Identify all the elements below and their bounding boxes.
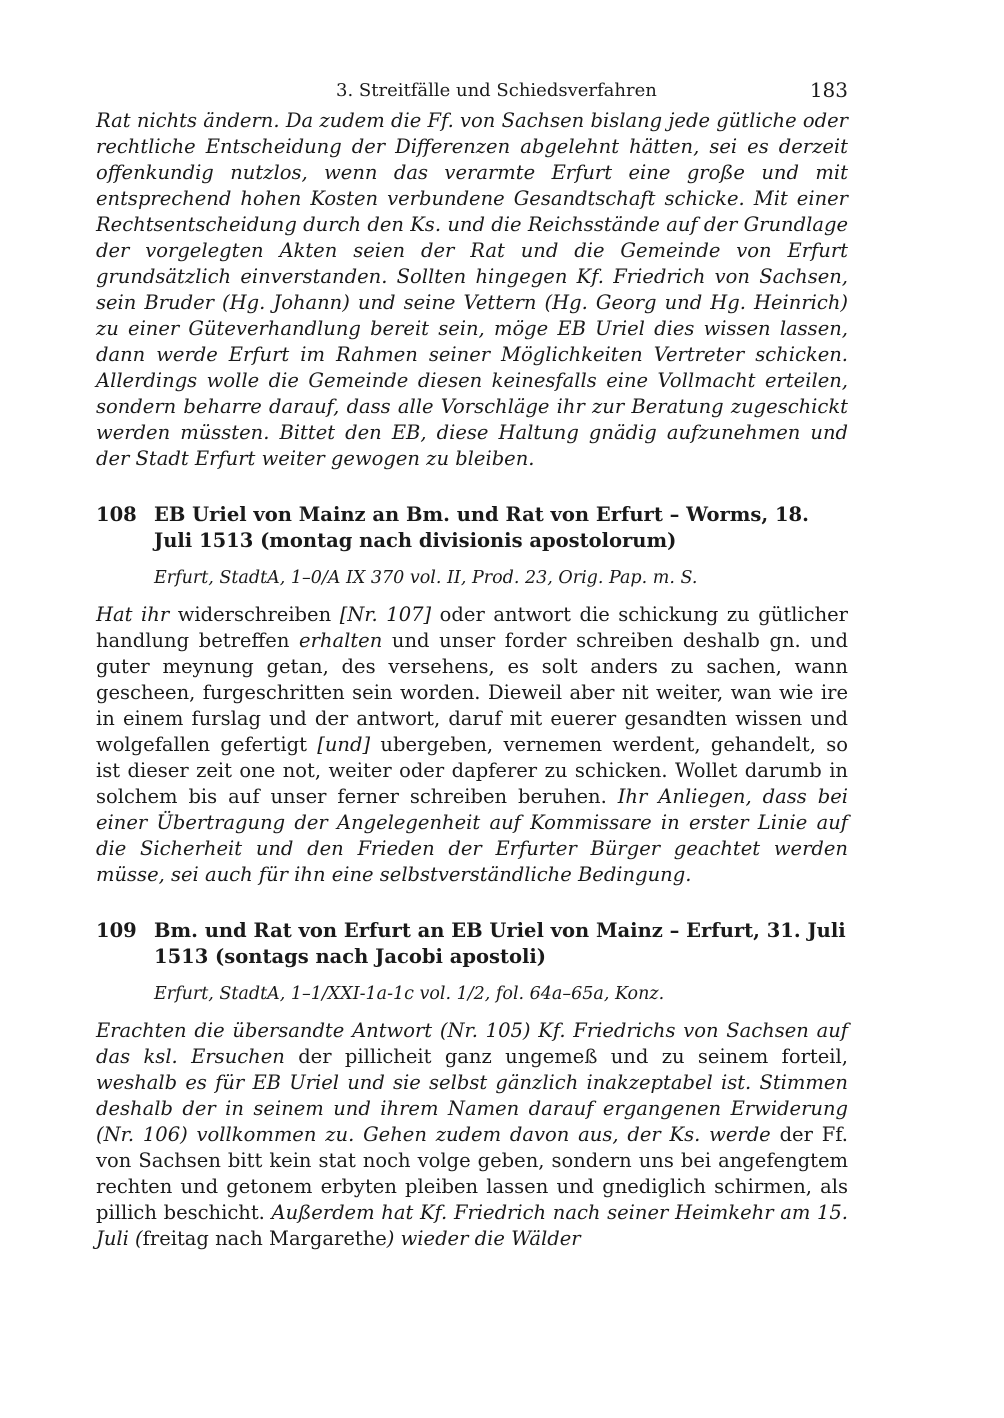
text-run: Rat nichts ändern. Da zudem die Ff. von Sachsen bislang jede gütliche oder rechtliche Entscheidung der Differenzen abgelehnt hätten, sei es derzeit offenkundig nutzlos, wenn das verarmte Erfurt eine große und mit entsprechend hohen Kosten verbundene Gesandtschaft schicke. Mit einer Rechtsentscheidung durch den Ks. und die Reichsstände auf der Grundlage der vorgelegten Akten seien der Rat und die Gemeinde von Erfurt grundsätzlich einverstanden. Sollten hingegen Kf. Friedrich von Sachsen, sein Bruder (Hg. Johann) und seine Vettern (Hg. Georg und Hg. Heinrich) zu einer Güteverhandlung bereit sein, möge EB Uriel dies wissen lassen, dann werde Erfurt im Rahmen seiner Möglichkeiten Vertreter schicken. Allerdings wolle die Gemeinde diesen keinesfalls eine Vollmacht erteilen, sondern beharre darauf, dass alle Vorschläge ihr zur Beratung zugeschickt werden müssten. Bittet den EB, diese Haltung gnädig aufzunehmen und der Stadt Erfurt weiter gewogen zu bleiben. [96,109,848,470]
text-run: [und] [317,733,371,756]
document-108 [96,502,848,888]
running-head [96,72,848,108]
text-run: Hat ihr [96,603,170,626]
document-title: Bm. und Rat von Erfurt an EB Uriel von Mainz – Erfurt, 31. Juli 1513 (sontags nach Jacobi apostoli) [154,919,846,968]
text-run: Ihr Anliegen, dass bei einer Übertragung der Angelegenheit auf Kommissare in erster Linie auf die Sicherheit und den Frieden der Erfurter Bürger geachtet werden müsse, sei auch für ihn eine selbstverständliche Bedingung. [96,785,848,886]
text-run: [Nr. 107] [339,603,432,626]
source-citation: Erfurt, StadtA, 1–0/A IX 370 vol. II, Prod. 23, Orig. Pap. m. S. [154,568,698,588]
text-run: oder antwort die schickung zu gütlicher handlung betreffen [96,603,848,652]
document-heading [96,918,848,970]
document-number: 108 [96,503,137,526]
text-run: widerschreiben [169,603,340,626]
text-run: weshalb es für EB Uriel und sie selbst gänzlich inakzeptabel ist. Stimmen deshalb der in seinem und ihrem Namen darauf ergangenen Erwiderung (Nr. 106) vollkommen zu. Gehen zudem davon aus, der Ks. werde [96,1071,848,1146]
text-run: Außerdem hat Kf. Friedrich nach seiner Heimkehr am 15. Juli ( [96,1201,849,1250]
running-head-title: 3. Streitfälle und Schiedsverfahren [336,80,657,101]
text-run: ubergeben, vernemen werdent, gehandelt, so ist dieser zeit one not, weiter oder dapferer zu schicken. Wollet darumb in solchem bis auf unser ferner schreiben beruhen. [96,733,848,808]
text-run: und unser forder schreiben deshalb gn. und guter meynung getan, des versehens, es solt anders zu sachen, wann gescheen, furgeschritten sein worden. Dieweil aber nit weiter, wan wie ire in einem furslag und der antwort, daruf mit euerer gesandten wissen und wolgefallen gefertigt [96,629,848,756]
continuation-paragraph [96,108,848,472]
document-heading [96,502,848,554]
book-page [96,72,848,1252]
document-109 [96,918,848,1252]
document-body [96,602,848,888]
text-run: erhalten [299,629,383,652]
source-citation: Erfurt, StadtA, 1–1/XXI-1a-1c vol. 1/2, fol. 64a–65a, Konz. [154,984,665,1004]
document-number: 109 [96,919,137,942]
document-body [96,1018,848,1252]
text-run: Erachten die übersandte Antwort (Nr. 105) Kf. Friedrichs von Sachsen auf das ksl. Ersuchen [96,1019,848,1068]
page-number: 183 [809,78,848,102]
document-title: EB Uriel von Mainz an Bm. und Rat von Erfurt – Worms, 18. Juli 1513 (montag nach divisionis apostolorum) [154,503,809,552]
text-run: der pillicheit ganz ungemeß und zu seinem forteil, [284,1045,848,1068]
text-run: freitag nach Margarethe [142,1227,387,1250]
text-run: ) wieder die Wälder [386,1227,581,1250]
text-run: der Ff. von Sachsen bitt kein stat noch volge geben, sondern uns bei angefengtem rechten und getonem erbyten pleiben lassen und gnediglich schirmen, als pillich beschicht. [96,1123,848,1224]
